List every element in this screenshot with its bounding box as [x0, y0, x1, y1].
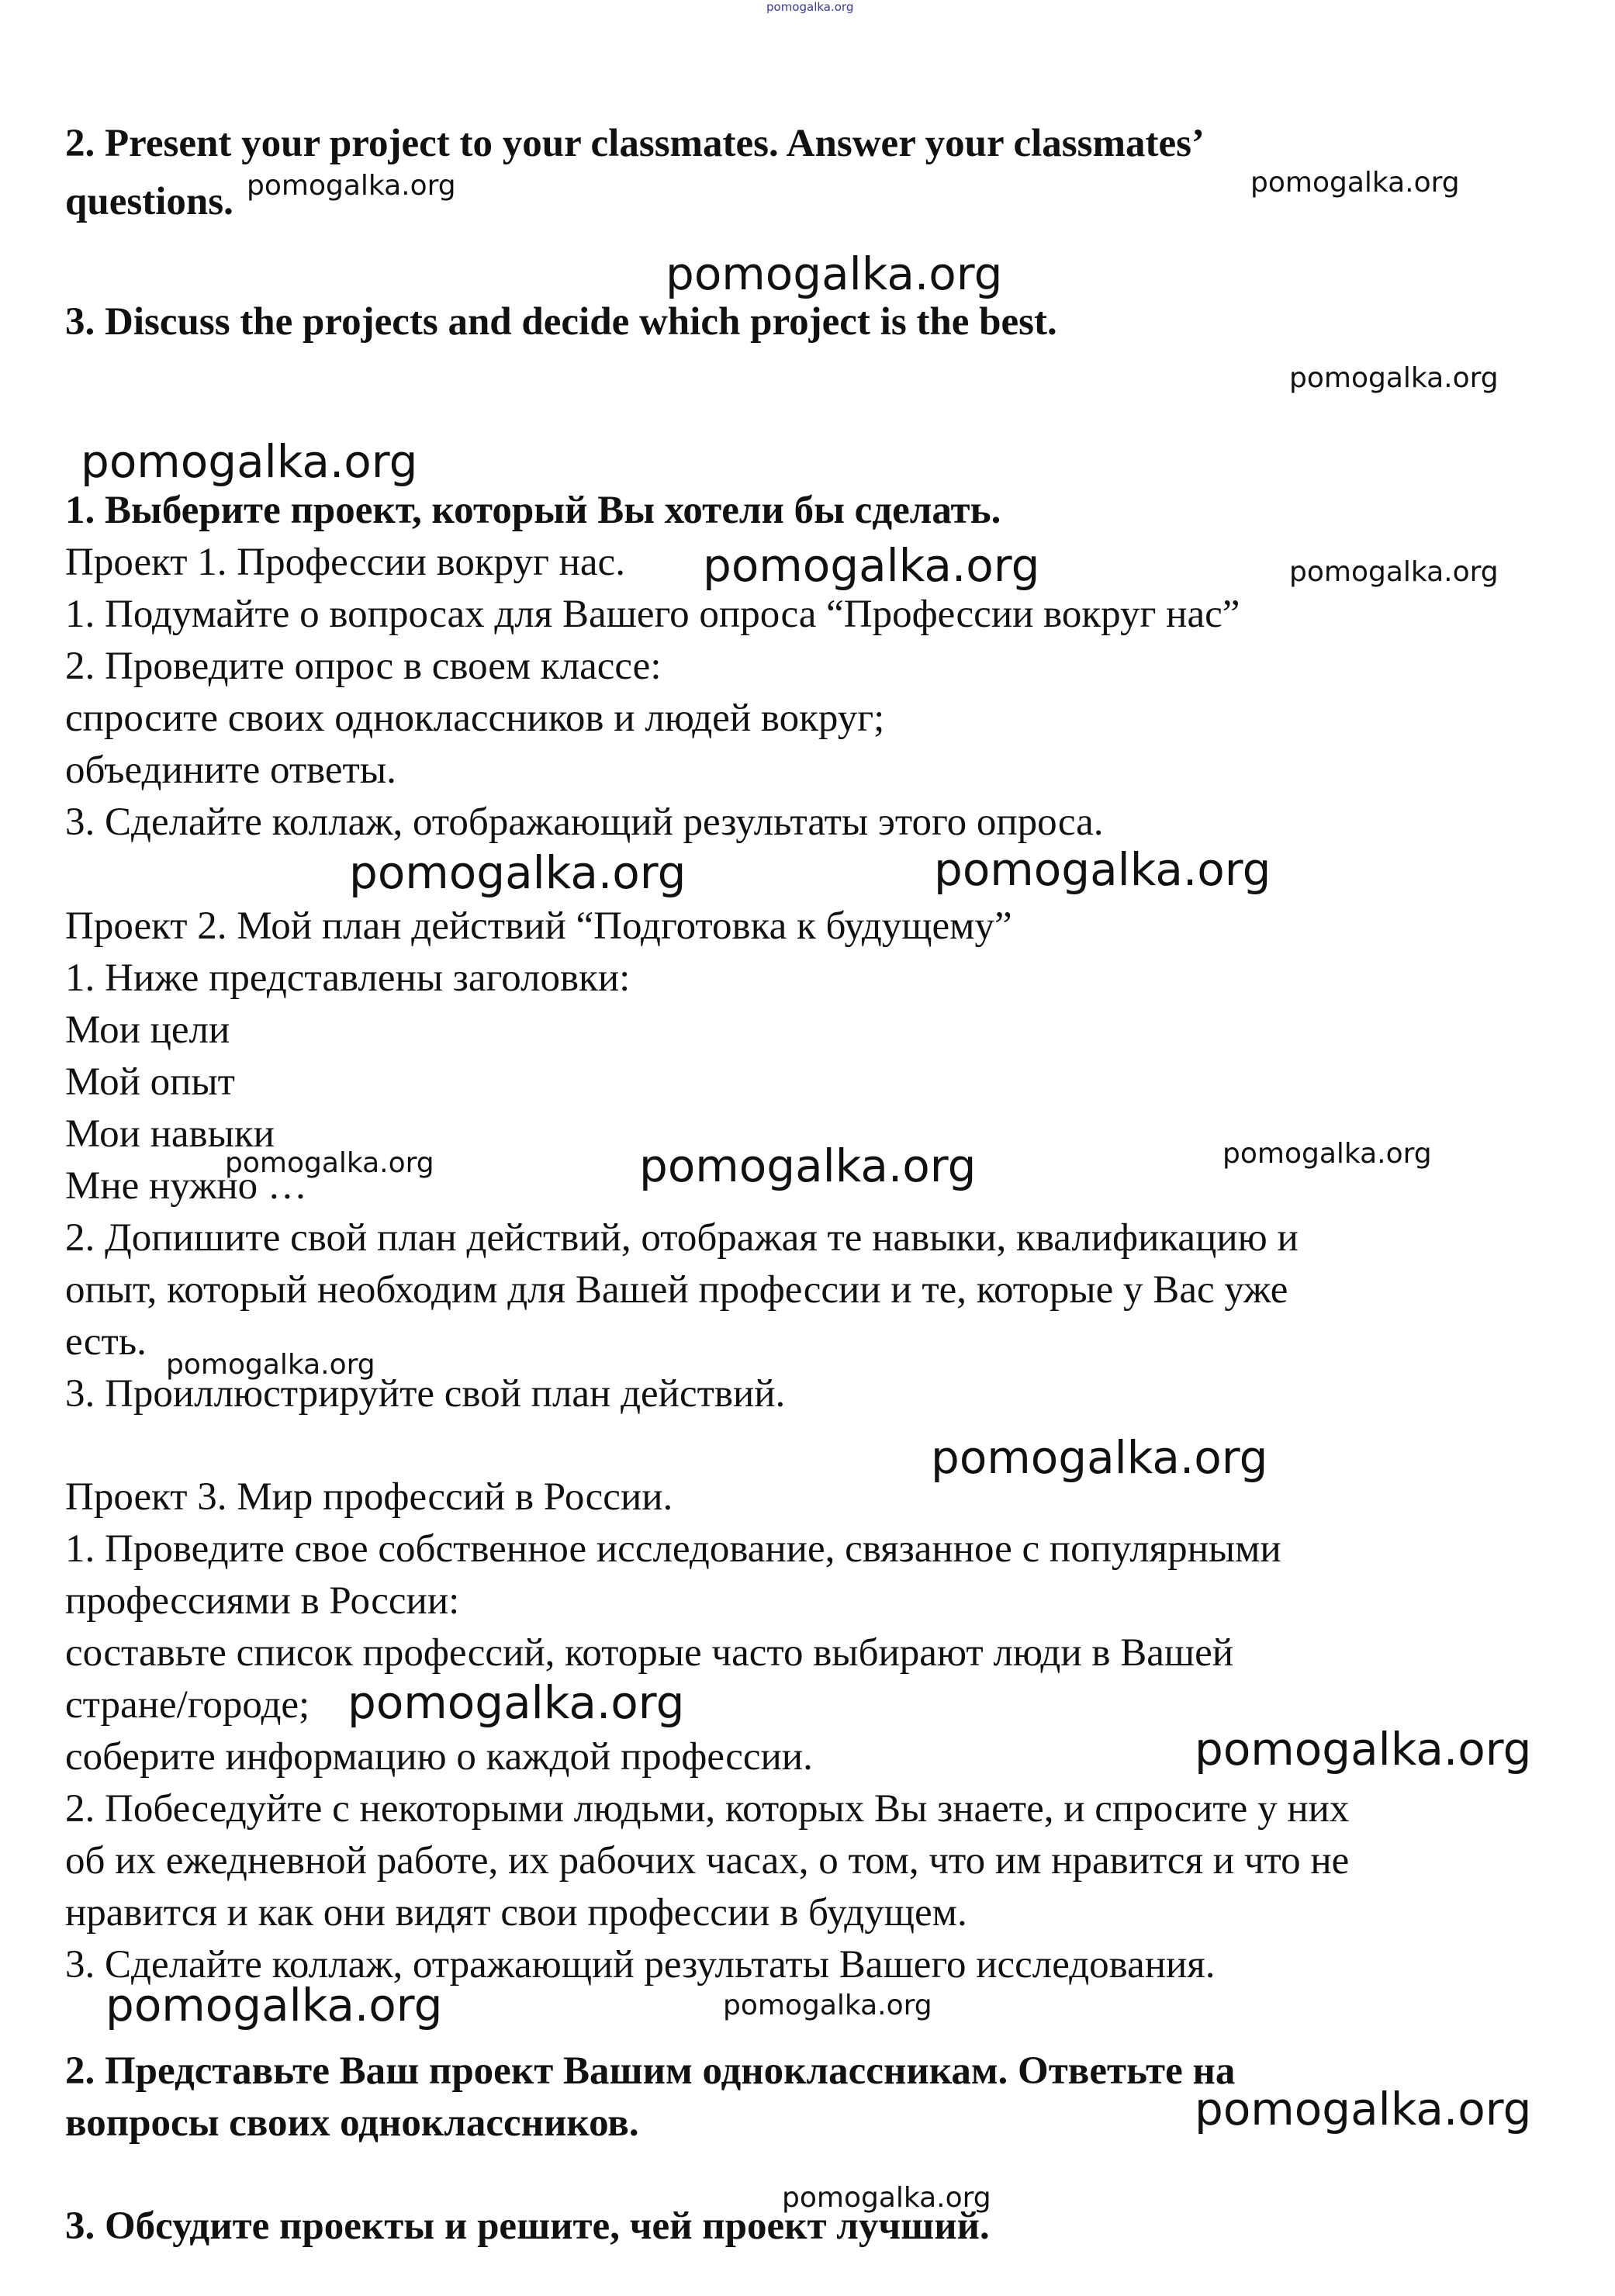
watermark-text: pomogalka.org [766, 0, 854, 14]
russian-task3: 3. Обсудите проекты и решите, чей проект лучший. [65, 2204, 990, 2248]
watermark-text: pomogalka.org [703, 539, 1040, 592]
english-task2-line1: 2. Present your project to your classmates. Answer your classmates’ [65, 122, 1205, 165]
project1-line: объедините ответы. [65, 749, 396, 792]
watermark-text: pomogalka.org [225, 1147, 434, 1179]
project3-line: профессиями в России: [65, 1579, 460, 1623]
project2-line: Мои цели [65, 1008, 230, 1052]
project3-line: стране/городе; [65, 1683, 310, 1727]
project3-line: составьте список профессий, которые часто выбирают люди в Вашей [65, 1631, 1234, 1675]
project3-line: об их ежедневной работе, их рабочих часах, о том, что им нравится и что не [65, 1839, 1350, 1883]
project2-line: Мои навыки [65, 1112, 275, 1156]
watermark-text: pomogalka.org [166, 1349, 375, 1381]
watermark-text: pomogalka.org [1289, 362, 1499, 394]
project1-line: 1. Подумайте о вопросах для Вашего опроса “Профессии вокруг нас” [65, 593, 1240, 636]
watermark-text: pomogalka.org [81, 435, 418, 488]
project1-line: 3. Сделайте коллаж, отображающий результаты этого опроса. [65, 800, 1104, 844]
project1-title: Проект 1. Профессии вокруг нас. [65, 541, 625, 584]
watermark-text: pomogalka.org [666, 247, 1003, 300]
project3-line: 3. Сделайте коллаж, отражающий результаты Вашего исследования. [65, 1943, 1216, 1987]
project1-line: спросите своих одноклассников и людей вокруг; [65, 697, 885, 740]
watermark-text: pomogalka.org [639, 1139, 977, 1192]
watermark-text: pomogalka.org [782, 2182, 991, 2214]
watermark-text: pomogalka.org [1195, 2083, 1532, 2135]
watermark-text: pomogalka.org [1289, 556, 1499, 588]
project2-line: 2. Допишите свой план действий, отображая те навыки, квалификацию и [65, 1216, 1299, 1260]
project3-line: 2. Побеседуйте с некоторыми людьми, которых Вы знаете, и спросите у них [65, 1787, 1350, 1831]
project2-line: 3. Проиллюстрируйте свой план действий. [65, 1372, 786, 1416]
project2-line: Мой опыт [65, 1060, 235, 1104]
project2-line: 1. Ниже представлены заголовки: [65, 956, 631, 1000]
english-task2-line2: questions. [65, 180, 233, 223]
watermark-text: pomogalka.org [723, 1990, 932, 2021]
project3-line: нравится и как они видят свои профессии в будущем. [65, 1891, 967, 1935]
russian-task2-line2: вопросы своих одноклассников. [65, 2101, 639, 2145]
project3-line: соберите информацию о каждой профессии. [65, 1735, 813, 1779]
watermark-text: pomogalka.org [931, 1431, 1268, 1484]
project2-line: есть. [65, 1320, 147, 1364]
watermark-text: pomogalka.org [1222, 1138, 1432, 1170]
project2-line: Мне нужно … [65, 1164, 307, 1208]
watermark-text: pomogalka.org [247, 170, 456, 202]
project1-line: 2. Проведите опрос в своем классе: [65, 645, 662, 688]
project2-title: Проект 2. Мой план действий “Подготовка к будущему” [65, 904, 1012, 948]
english-task3: 3. Discuss the projects and decide which project is the best. [65, 300, 1057, 344]
project2-line: опыт, который необходим для Вашей профессии и те, которые у Вас уже [65, 1268, 1288, 1312]
watermark-text: pomogalka.org [934, 843, 1271, 896]
russian-task2-line1: 2. Представьте Ваш проект Вашим одноклассникам. Ответьте на [65, 2049, 1236, 2093]
watermark-text: pomogalka.org [105, 1979, 443, 2031]
project3-title: Проект 3. Мир профессий в России. [65, 1475, 673, 1519]
watermark-text: pomogalka.org [1195, 1723, 1532, 1776]
watermark-text: pomogalka.org [349, 846, 686, 899]
watermark-text: pomogalka.org [1250, 167, 1460, 199]
project3-line: 1. Проведите свое собственное исследование, связанное с популярными [65, 1527, 1281, 1571]
watermark-text: pomogalka.org [348, 1676, 685, 1729]
russian-task1-heading: 1. Выберите проект, который Вы хотели бы сделать. [65, 489, 1001, 532]
